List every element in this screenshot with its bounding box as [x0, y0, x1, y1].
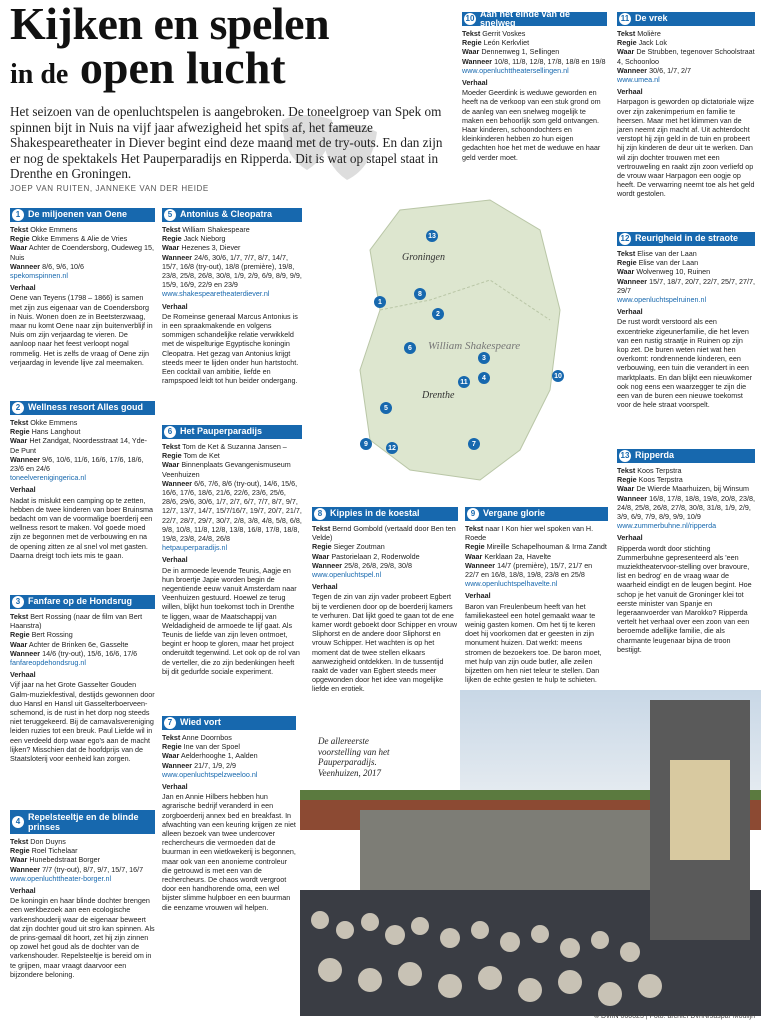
- photo-credit: © DvhN 060623 | Foto: archief DvhN/Jaspar Moulijn: [593, 1013, 755, 1020]
- item-regie: Sieger Zoutman: [333, 542, 385, 552]
- item-title: Het Pauperparadijs: [180, 426, 263, 437]
- item-tekst: Koos Terpstra: [637, 466, 682, 475]
- item-link[interactable]: www.zummerbuhne.nl/ripperda: [617, 521, 717, 531]
- item-waar: Kerklaan 2a, Havelte: [484, 551, 552, 561]
- item-link[interactable]: www.openluchttheatersellingen.nl: [462, 65, 569, 75]
- item-tekst: Bert Rossing (naar de film van Bert Haanstra): [10, 612, 143, 631]
- item-wanneer: 24/6, 30/6, 1/7, 7/7, 8/7, 14/7, 15/7, 16/8 (try-out), 18/8 (première), 19/8, 23/8, 25/8, 26/8, 30/8, 1/9, 2/9, 6/9, 8/9, 9/9, 15/9, 16/9, 22/9 en 23/9: [162, 252, 302, 290]
- item-header: [162, 716, 296, 730]
- item-wanneer: 6/6, 7/6, 8/6 (try-out), 14/6, 15/6, 16/6, 17/6, 18/6, 21/6, 22/6, 23/6, 25/6, 28/6, 29/6, 30/6, 1/7, 2/7, 6/7, 7/7, 8/7, 9/7, 12/7, 13/7, 14/7, 15/7/16/7, 19/7, 20/7, 21/7, 22/7, 28/7, 29/7, 30/7, 2/8, 3/8, 4/8, 5/8, 6/8, 9/8, 10/8, 11/8, 12/8, 13/8, 16/8, 17/8, 18/8, 19/8, 23/8, 24/8, 26/8: [162, 478, 302, 544]
- item-number-badge: 10: [465, 14, 475, 24]
- item-tekst: Tom de Ket & Suzanna Jansen –: [182, 442, 287, 451]
- headline-line2: [10, 41, 455, 93]
- map-marker-4[interactable]: 4: [478, 372, 490, 384]
- item-wanneer: 8/6, 9/6, 10/6: [42, 261, 85, 271]
- item-number-badge: 1: [12, 209, 24, 221]
- item-wanneer: 14/6 (try-out), 15/6, 16/6, 17/6: [42, 648, 138, 658]
- item-regie: Tom de Ket: [183, 451, 220, 461]
- item-waar: Aelderhooghe 1, Aalden: [180, 751, 258, 761]
- map-marker-5[interactable]: 5: [380, 402, 392, 414]
- map-marker-2[interactable]: 2: [432, 308, 444, 320]
- item-1: 1 De miljoenen van Oene Tekst Okke Emmens Regie Okke Emmens & Alie de Vries Waar Achter de Coendersborg, Oudeweg 15, Nuis Wanneer 8/6, 9/6, 10/6 spekomspinnen.nl Verhaal Oene van Teyens (1798 – 1866) is samen met zijn zus eigenaar van de Coendersborg in Nuis. Wonen doen ze in Beetsterzwaag, maar nu komt Oene naar zijn buitenverblijf in Nuis om zijn verjaardag te vieren. De aanloop naar het feest verloopt nogal rommelig. Het is zelfs de vraag of Oene zijn verjaardag in levende lijve zal meemaken.: [10, 209, 154, 367]
- item-wanneer: 9/6, 10/6, 11/6, 16/6, 17/6, 18/6, 23/6 en 24/6: [10, 454, 144, 474]
- item-tekst: Molière: [637, 29, 661, 38]
- item-header: [10, 595, 155, 609]
- item-title: Antonius & Cleopatra: [180, 209, 273, 220]
- item-6: 6 Het Pauperparadijs Tekst Tom de Ket & Suzanna Jansen – Regie Tom de Ket Waar Binnenplaats Gevangenismuseum Veenhuizen Wanneer 6/6, 7/6, 8/6 (try-out), 14/6, 15/6, 16/6, 17/6, 18/6, 21/6, 22/6, 23/6, 25/6, 28/6, 29/6, 30/6, 1/7, 2/7, 6/7, 7/7, 8/7, 9/7, 12/7, 13/7, 14/7, 15/7/16/7, 19/7, 20/7, 21/7, 22/7, 28/7, 29/7, 30/7, 2/8, 3/8, 4/8, 5/8, 6/8, 9/8, 10/8, 11/8, 12/8, 13/8, 16/8, 17/8, 18/8, 19/8, 23/8, 24/8, 26/8 hetpauperparadijs.nl Verhaal De in armoede levende Teunis, Aagje en hun broertje Japie worden begin de negentiende eeuw vanuit Amsterdam naar Veenhuizen gestuurd. Hoewel ze terug willen, blijkt hun toekomst toch in Drenthe te liggen, waar de Maatschappij van Weldadigheid de armoede te lijf gaat. Als Teunis de liefde van zijn leven ontmoet, begint er hoop te gloren, maar het project onderuitdt tegenwind. Let ook op de rol van de verteller, die zo zijn bedenkingen heeft bij dit gedurfde sociale experiment.: [162, 426, 302, 676]
- item-title: Wied vort: [180, 717, 221, 728]
- item-regie: León Kerkvliet: [483, 38, 530, 48]
- item-link[interactable]: hetpauperparadijs.nl: [162, 543, 228, 553]
- item-verhaal: De rust wordt verstoord als een excentrieke zigeunerfamilie, die het leven van een rustig straatje in Ruinen op zijn kop zet. De buren weten niet wat hen overkomt: rondrennende kinderen, een verbouwing, een tuin die verandert in een marktplaats. En dan blijkt een nieuwkomer ook nog eens een waarzegger te zijn die een van de buren een nieuwe toekomst voor de hele straat voorspelt.: [617, 317, 753, 410]
- item-tekst: Okke Emmens: [30, 225, 78, 234]
- map-marker-10[interactable]: 10: [552, 370, 564, 382]
- item-link[interactable]: www.umea.nl: [617, 75, 660, 85]
- item-header: [10, 810, 155, 834]
- item-tekst: Okke Emmens: [30, 418, 78, 427]
- item-title: Aan het einde van de snelweg: [480, 8, 571, 28]
- item-8: 8 Kippies in de koestal Tekst Bernd Gombold (vertaald door Ben ten Velde) Regie Sieger Zoutman Waar Pastorielaan 2, Roderwolde Wanneer 25/8, 26/8, 29/8, 30/8 www.openluchtspel.nl Verhaal Tegen de zin van zijn vader probeert Egbert bij te verdienen door op de boerderij kamers te verhuren. Dat lijkt goed te gaan tot de ene kamer wordt geboekt door Schipper en vrouw Sliphorst en de andere door Sliphorst en vrouw Schipper. Het wachten is op het moment dat de twee stellen elkaars aanwezigheid ontdekken. In de tussentijd raakt de vader van Egbert steeds meer opgewonden door het idee van mogelijke liefde en erotiek.: [312, 508, 458, 694]
- map-marker-13[interactable]: 13: [426, 230, 438, 242]
- item-waar: Achter de Brinken 6e, Gasselte: [28, 639, 129, 649]
- item-number-badge: 12: [620, 234, 630, 244]
- item-header: [462, 8, 607, 28]
- map-marker-12[interactable]: 12: [386, 442, 398, 454]
- headline-line1: Kijken en spelen: [10, 0, 330, 49]
- item-header: [10, 401, 155, 415]
- map-marker-6[interactable]: 6: [404, 342, 416, 354]
- map-label-drenthe: Drenthe: [422, 390, 455, 401]
- item-number-badge: 11: [620, 14, 630, 24]
- item-2: 2 Wellness resort Alles goud Tekst Okke Emmens Regie Hans Langhout Waar Het Zandgat, Noordesstraat 14, Yde-De Punt Wanneer 9/6, 10/6, 11/6, 16/6, 17/6, 18/6, 23/6 en 24/6 toneelverenigingerica.nl Verhaal Nadat is mislukt een camping op te zetten, hebben de twee kinderen van boer Bruinsma bedacht om van de voormalige boerderij een wellness resort te maken. Vol goede moed zijn ze begonnen met de verbouwing en na de opening zitten ze al snel vol met gasten. Daarna dreigt toch iets mis te gaan.: [10, 402, 154, 560]
- item-number-badge: 6: [164, 426, 176, 438]
- item-wanneer: 16/8, 17/8, 18/8, 19/8, 20/8, 23/8, 24/8, 25/8, 26/8, 27/8, 30/8, 31/8, 1/9, 2/9, 3/9, 6/9, 7/9, 8/9, 9/9, 10/9: [617, 493, 755, 522]
- item-waar: Pastorielaan 2, Roderwolde: [331, 551, 420, 561]
- item-header: [465, 507, 608, 521]
- item-verhaal: Vijf jaar na het Grote Gasselter Gouden Galm-muziekfestival, destijds gewonnen door duo Hansl en Hansl uit Gasselterboerveen-schemond, is de rust in het dorp nog steeds niet teruggekeerd. Bij de carnavalsvereniging leiden ruzies tot een breuk. Paul Liefde wil in een verdeeld dorp waar ego's aan de macht lijken? Misschien dat de hoofdprijs van de Staatsloterij voor eenheid kan zorgen.: [10, 680, 155, 764]
- item-tekst: Gerrit Voskes: [482, 29, 526, 38]
- item-header: [312, 507, 458, 521]
- item-title: Vergane glorie: [483, 508, 546, 519]
- item-wanneer: 15/7, 18/7, 20/7, 22/7, 25/7, 27/7, 29/7: [617, 276, 755, 295]
- item-regie: Okke Emmens & Alie de Vries: [31, 234, 128, 244]
- item-wanneer: 7/7 (try-out), 8/7, 9/7, 15/7, 16/7: [42, 864, 144, 874]
- item-tekst: Don Duyns: [30, 837, 66, 846]
- map-marker-3[interactable]: 3: [478, 352, 490, 364]
- item-waar: Dennenweg 1, Sellingen: [481, 47, 560, 57]
- item-4: 4 Repelsteeltje en de blinde prinses Tekst Don Duyns Regie Roel Tichelaar Waar Hunebedstraat Borger Wanneer 7/7 (try-out), 8/7, 9/7, 15/7, 16/7 www.openluchttheater-borger.nl Verhaal De koningin en haar blinde dochter brengen een werkbezoek aan een ecologische varkenshouderij waar de eigenaar beweert dat zijn dochter goud uit stro kan spinnen. Als de prins-gemaal dit hoort, zet hij zijn zinnen op zowel het goud als de dochter van de varkenshouder. Repelsteeltje is bereid om in te grijpen, maar vraagt daarvoor een bijzondere beloning.: [10, 812, 155, 979]
- item-title: Ripperda: [635, 450, 675, 461]
- headline-line2-small: in de: [10, 58, 69, 90]
- item-waar: De Strubben, tegenover Schoolstraat 4, Schoonloo: [617, 47, 755, 66]
- item-regie: Mireille Schapelhouman & Irma Zandt: [486, 542, 607, 552]
- item-link[interactable]: toneelverenigingerica.nl: [10, 473, 86, 483]
- item-wanneer: 14/7 (première), 15/7, 21/7 en 22/7 en 16/8, 18/8, 19/8, 23/8 en 25/8: [465, 560, 593, 580]
- item-link[interactable]: www.shakespearetheaterdiever.nl: [162, 289, 270, 299]
- item-number-badge: 3: [12, 596, 24, 608]
- item-verhaal: Nadat is mislukt een camping op te zetten, hebben de twee kinderen van boer Bruinsma bedacht om van de voormalige boerderij een wellness resort te maken. Vol goede moed zijn ze begonnen met de verbouwing en na de opening zitten ze al snel vol met gasten. Daarna dreigt toch iets mis te gaan.: [10, 495, 154, 560]
- item-title: Wellness resort Alles goud: [28, 402, 144, 413]
- item-regie: Bert Rossing: [31, 630, 73, 640]
- item-regie: Ine van der Spoel: [183, 742, 240, 752]
- item-header: [617, 232, 755, 246]
- item-regie: Koos Terpstra: [638, 475, 683, 485]
- item-5: 5 Antonius & Cleopatra Tekst William Shakespeare Regie Jack Nieborg Waar Hezenes 3, Diever Wanneer 24/6, 30/6, 1/7, 7/7, 8/7, 14/7, 15/7, 16/8 (try-out), 18/8 (première), 19/8, 23/8, 25/8, 26/8, 30/8, 1/9, 2/9, 6/9, 8/9, 9/9, 15/9, 16/9, 22/9 en 23/9 www.shakespearetheaterdiever.nl Verhaal De Romeinse generaal Marcus Antonius is in een spraakmakende en volgens sommigen schandelijke relatie verwikkeld met de wispelturige Egyptische koningin Cleopatra. Het gezag van Antonius krijgt steeds meer te lijden onder hun hartstocht. Een cocktail van ambitie, liefde en rampspoed leidt tot hun beider ondergang.: [162, 209, 302, 386]
- item-13: 13 Ripperda Tekst Koos Terpstra Regie Koos Terpstra Waar De Wierde Maarhuizen, bij Winsum Wanneer 16/8, 17/8, 18/8, 19/8, 20/8, 23/8, 24/8, 25/8, 26/8, 27/8, 30/8, 31/8, 1/9, 2/9, 3/9, 6/9, 7/9, 8/9, 9/9, 10/9 www.zummerbuhne.nl/ripperda Verhaal Ripperda wordt door stichting Zummerbuhne gepresenteerd als 'een muziektheatervoor-stelling over bravoure, list en bedrog' en de vraag waar de waarheid eindigt en de leugen begint. Hoe schop je het vanuit de Groninger klei tot eerste minister van Spanje en legeraanvoerder van Marokko? Ripperda vertelt het verhaal over een zoon van een beroemde adellijke familie, die als charmante leugenaar bijna de troon bestijgt.: [617, 450, 755, 654]
- item-regie: Jack Nieborg: [183, 234, 226, 244]
- item-verhaal: Harpagon is geworden op dictatoriale wijze over zijn zakenimperium en familie te heersen. Maar met het klimmen van de jaren neemt zijn macht af. Uit achterdocht verstopt hij zijn geld in de tuin en probeert hij zijn kinderen de deur uit te werken. Dan wil zijn dochter trouwen met een vertrouweling en raakt zijn zoon verliefd op de vrouw waar Harpagon een oogje op heeft. De verwarring neemt toe als het geld wordt gestolen.: [617, 97, 755, 199]
- item-3: 3 Fanfare op de Hondsrug Tekst Bert Rossing (naar de film van Bert Haanstra) Regie Bert Rossing Waar Achter de Brinken 6e, Gasselte Wanneer 14/6 (try-out), 15/6, 16/6, 17/6 fanfareopdehondsrug.nl Verhaal Vijf jaar na het Grote Gasselter Gouden Galm-muziekfestival, destijds gewonnen door duo Hansl en Hansl uit Gasselterboerveen-schemond, is de rust in het dorp nog steeds niet teruggekeerd. Bij de carnavalsvereniging leiden ruzies tot een breuk. Paul Liefde wil in een verdeeld dorp waar ego's aan de macht lijken? Misschien dat de hoofdprijs van de Staatsloterij voor eenheid kan zorgen.: [10, 596, 155, 764]
- item-10: 10 Aan het einde van de snelweg Tekst Gerrit Voskes Regie León Kerkvliet Waar Dennenweg 1, Sellingen Wanneer 10/8, 11/8, 12/8, 17/8, 18/8 en 19/8 www.openluchttheatersellingen.nl Verhaal Moeder Geerdink is weduwe geworden en heeft na de verkoop van een stuk grond om de aanleg van een snelweg mogelijk te maken een behoorlijk som geld ontvangen. Haar kinderen, schoondochters en kleinkinderen hebben zo hun eigen gedachten hoe het met de weduwe en haar geld verder moet.: [462, 8, 606, 162]
- item-verhaal: Tegen de zin van zijn vader probeert Egbert bij te verdienen door op de boerderij kamers te verhuren. Dat lijkt goed te gaan tot de ene kamer wordt geboekt door Schipper en vrouw Sliphorst en de andere door Sliphorst en vrouw Schipper. Het wachten is op het moment dat de twee stellen elkaars aanwezigheid ontdekken. In de tussentijd raakt de vader van Egbert steeds meer opgewonden door het idee van mogelijke liefde en erotiek.: [312, 592, 458, 694]
- item-waar: Achter de Coendersborg, Oudeweg 15, Nuis: [10, 243, 154, 262]
- byline: JOEP VAN RUITEN, JANNEKE VAN DER HEIDE: [10, 184, 209, 193]
- item-title: Kippies in de koestal: [330, 508, 420, 519]
- item-header: [162, 208, 302, 222]
- item-12: 12 Reurigheid in de straote Tekst Elise van der Laan Regie Elise van der Laan Waar Wolvenweg 10, Ruinen Wanneer 15/7, 18/7, 20/7, 22/7, 25/7, 27/7, 29/7 www.openluchtspelruinen.nl Verhaal De rust wordt verstoord als een excentrieke zigeunerfamilie, die het leven van een rustig straatje in Ruinen op zijn kop zet. De buren weten niet wat hen overkomt: rondrennende kinderen, een verbouwing, een tuin die verandert in een marktplaats. En dan blijkt een nieuwkomer ook nog eens een waarzegger te zijn die een van de buren een nieuwe toekomst voor de hele straat voorspelt.: [617, 233, 755, 410]
- item-regie: Roel Tichelaar: [31, 846, 78, 856]
- item-title: De miljoenen van Oene: [28, 209, 128, 220]
- item-waar: De Wierde Maarhuizen, bij Winsum: [636, 484, 749, 494]
- map-marker-1[interactable]: 1: [374, 296, 386, 308]
- item-wanneer: 30/6, 1/7, 2/7: [649, 65, 692, 75]
- map-marker-7[interactable]: 7: [468, 438, 480, 450]
- item-verhaal: De Romeinse generaal Marcus Antonius is in een spraakmakende en volgens sommigen schandelijke relatie verwikkeld met de wispelturige Egyptische koningin Cleopatra. Het gezag van Antonius krijgt steeds meer te lijden onder hun hartstocht. Een cocktail van ambitie, liefde en rampspoed leidt tot hun beider ondergang.: [162, 311, 299, 386]
- item-regie: Jack Lok: [638, 38, 667, 48]
- item-tekst: Bernd Gombold (vertaald door Ben ten Velde): [312, 524, 456, 543]
- item-9: 9 Vergane glorie Tekst naar I Kon hier wel spoken van H. Roede Regie Mireille Schapelhouman & Irma Zandt Waar Kerklaan 2a, Havelte Wanneer 14/7 (première), 15/7, 21/7 en 22/7 en 16/8, 18/8, 19/8, 23/8 en 25/8 www.openluchtspelhavelte.nl Verhaal Baron van Freulenbeum heeft van het familiekasteel een hotel gemaakt waar te weinig gasten komen. Om het tij te keren doet hij voorkomen dat er geesten in zijn monument huizen. Dat werkt: meens stromen de bezoekers toe. De baron moet, met hulp van zijn oude butler, alle zeilen bijzetten om hen niet teleur te stellen. Dan lijken de echte gesten te hulp te schieten.: [465, 508, 607, 685]
- item-verhaal: Moeder Geerdink is weduwe geworden en heeft na de verkoop van een stuk grond om de aanleg van een snelweg mogelijk te maken een behoorlijk som geld ontvangen. Haar kinderen, schoondochters en kleinkinderen hebben zo hun eigen gedachten hoe het met de weduwe en haar geld verder moet.: [462, 88, 601, 162]
- item-link[interactable]: www.openluchtspelzweeloo.nl: [162, 769, 258, 779]
- item-verhaal: Jan en Annie Hilbers hebben hun agrarische bedrijf veranderd in een zorgboerderij annex bed en breakfast. In afwachting van een keuring krijgen ze niet alleen bezoek van twee undercover rechercheurs die vermoeden dat de buurman in een wietkwekerij is begonnen, maar ook van een anonieme controleur die getrouwd is met een van de rechercheurs. De chaos wordt vergroot door een handhorende oma, een wel bijster slimme hulpboer en een buurman die eenzame vrouwen wil helpen.: [162, 792, 296, 912]
- item-7: 7 Wied vort Tekst Anne Doornbos Regie Ine van der Spoel Waar Aelderhooghe 1, Aalden Wanneer 21/7, 1/9, 2/9 www.openluchtspelzweeloo.nl Verhaal Jan en Annie Hilbers hebben hun agrarische bedrijf veranderd in een zorgboerderij annex bed en breakfast. In afwachting van een keuring krijgen ze niet alleen bezoek van twee undercover rechercheurs die vermoeden dat de buurman in een wietkwekerij is begonnen, maar ook van een anonieme controleur die getrouwd is met een van de rechercheurs. De chaos wordt vergroot door een handhorende oma, een wel bijster slimme hulpboer en een buurman die eenzame vrouwen wil helpen.: [162, 717, 296, 912]
- item-verhaal: Baron van Freulenbeum heeft van het familiekasteel een hotel gemaakt waar te weinig gasten komen. Om het tij te keren doet hij voorkomen dat er geesten in zijn monument huizen. Dat werkt: meens stromen de bezoekers toe. De baron moet, met hulp van zijn oude butler, alle zeilen bijzetten om hen niet teleur te stellen. Dan lijken de echte gesten te hulp te schieten.: [465, 601, 602, 685]
- item-title: Fanfare op de Hondsrug: [28, 596, 133, 607]
- map-marker-9[interactable]: 9: [360, 438, 372, 450]
- photo-caption: De allereerste voorstelling van het Pauperparadijs. Veenhuizen, 2017: [318, 736, 390, 778]
- item-tekst: naar I Kon hier wel spoken van H. Roede: [465, 524, 594, 543]
- item-verhaal: Ripperda wordt door stichting Zummerbuhne gepresenteerd als 'een muziektheatervoor-stelling over bravoure, list en bedrog' en de vraag waar de waarheid eindigt en de leugen begint. Hoe schop je het vanuit de Groninger klei tot eerste minister van Spanje en legeraanvoerder van Marokko? Ripperda vertelt het verhaal over een zoon van een beroemde adellijke familie, die als charmante leugenaar bijna de troon bestijgt.: [617, 543, 752, 654]
- item-verhaal: De koningin en haar blinde dochter brengen een werkbezoek aan een ecologische varkenshouderij waar de eigenaar beweert dat zijn dochter goud uit stro kan spinnen. Als de prins-gemaal dit hoort, zet hij zijn zinnen op zowel het goud als de dochter van de varkenshouder. Repelsteeltje is bereid om in te grijpen, maar vraagt daarvoor een bijzondere beloning.: [10, 896, 155, 979]
- region-map: [340, 190, 570, 490]
- item-link[interactable]: fanfareopdehondsrug.nl: [10, 658, 86, 668]
- item-regie: Elise van der Laan: [638, 258, 699, 268]
- map-label-groningen: Groningen: [402, 252, 445, 263]
- headline: [10, 0, 455, 93]
- item-header: [617, 449, 755, 463]
- item-link[interactable]: www.openluchtspelhavelte.nl: [465, 579, 558, 589]
- item-regie: Hans Langhout: [31, 427, 81, 437]
- item-header: [10, 208, 155, 222]
- map-marker-11[interactable]: 11: [458, 376, 470, 388]
- item-number-badge: 2: [12, 402, 24, 414]
- item-link[interactable]: www.openluchtspelruinen.nl: [617, 295, 707, 305]
- item-waar: Binnenplaats Gevangenismuseum Veenhuizen: [162, 460, 291, 479]
- item-link[interactable]: www.openluchttheater-borger.nl: [10, 873, 112, 883]
- headline-line2-main: open lucht: [79, 41, 286, 93]
- item-title: De vrek: [635, 13, 668, 24]
- map-marker-8[interactable]: 8: [414, 288, 426, 300]
- item-header: [617, 12, 755, 26]
- item-verhaal: De in armoede levende Teunis, Aagje en hun broertje Japie worden begin de negentiende eeuw vanuit Amsterdam naar Veenhuizen gestuurd. Hoewel ze terug willen, blijkt hun toekomst toch in Drenthe te liggen, waar de Maatschappij van Weldadigheid de armoede te lijf gaat. Als Teunis de liefde van zijn leven ontmoet, begint er hoop te gloren, maar het project onderuitdt tegenwind. Let ook op de rol van de verteller, die zo zijn bedenkingen heeft bij dit gedurfde sociale experiment.: [162, 565, 300, 676]
- map-label-shakespeare: William Shakespeare: [428, 340, 521, 352]
- item-link[interactable]: www.openluchtspel.nl: [312, 570, 382, 580]
- item-11: 11 De vrek Tekst Molière Regie Jack Lok Waar De Strubben, tegenover Schoolstraat 4, Schoonloo Wanneer 30/6, 1/7, 2/7 www.umea.nl Verhaal Harpagon is geworden op dictatoriale wijze over zijn zakenimperium en familie te heersen. Maar met het klimmen van de jaren neemt zijn macht af. Uit achterdocht verstopt hij zijn geld in de tuin en probeert hij zijn kinderen de deur uit te werken. Dan wil zijn dochter trouwen met een vertrouweling en raakt zijn zoon verliefd op de vrouw waar Harpagon een oogje op heeft. De verwarring neemt toe als het geld wordt gestolen.: [617, 13, 755, 199]
- item-verhaal: Oene van Teyens (1798 – 1866) is samen met zijn zus eigenaar van de Coendersborg in Nuis. Wonen doen ze in Beetsterzwaag, maar nu komt Oene naar zijn buitenverblijf in Nuis om zijn verjaardag te vieren. De aanloop naar het feest verloopt nogal rommelig. Het is zelfs de vraag of Oene zijn verjaardag in levende lijve zal meemaken.: [10, 293, 153, 367]
- item-title: Reurigheid in de straote: [635, 233, 739, 244]
- item-waar: Wolvenweg 10, Ruinen: [636, 267, 711, 277]
- item-tekst: Anne Doornbos: [181, 733, 232, 742]
- item-title: Repelsteeltje en de blinde prinses: [28, 812, 139, 832]
- item-tekst: William Shakespeare: [182, 225, 250, 234]
- item-link[interactable]: spekomspinnen.nl: [10, 271, 68, 281]
- item-number-badge: 5: [164, 209, 176, 221]
- item-number-badge: 8: [314, 508, 326, 520]
- item-tekst: Elise van der Laan: [637, 249, 697, 258]
- item-waar: Het Zandgat, Noordesstraat 14, Yde-De Punt: [10, 436, 148, 455]
- item-number-badge: 13: [620, 451, 630, 461]
- item-number-badge: 9: [467, 508, 479, 520]
- item-header: [162, 425, 302, 439]
- item-number-badge: 4: [12, 816, 24, 828]
- item-waar: Hunebedstraat Borger: [29, 855, 101, 865]
- item-waar: Hezenes 3, Diever: [181, 243, 241, 253]
- item-number-badge: 7: [164, 717, 176, 729]
- item-wanneer: 25/8, 26/8, 29/8, 30/8: [344, 560, 413, 570]
- intro-paragraph: Het seizoen van de openluchtspelen is aangebroken. De toneelgroep van Spek om spinnen bijt in Nuis na vijf jaar afwezigheid het spits af, het fameuze Shakespearetheater in Diever begint eind deze maand met de try-outs. En dan zijn er nog de spektakels Het Pauperparadijs en Ripperda. Dit is wat op stapel staat in Drenthe en Groningen.: [10, 104, 443, 181]
- item-wanneer: 21/7, 1/9, 2/9: [194, 760, 237, 770]
- item-wanneer: 10/8, 11/8, 12/8, 17/8, 18/8 en 19/8: [494, 56, 606, 66]
